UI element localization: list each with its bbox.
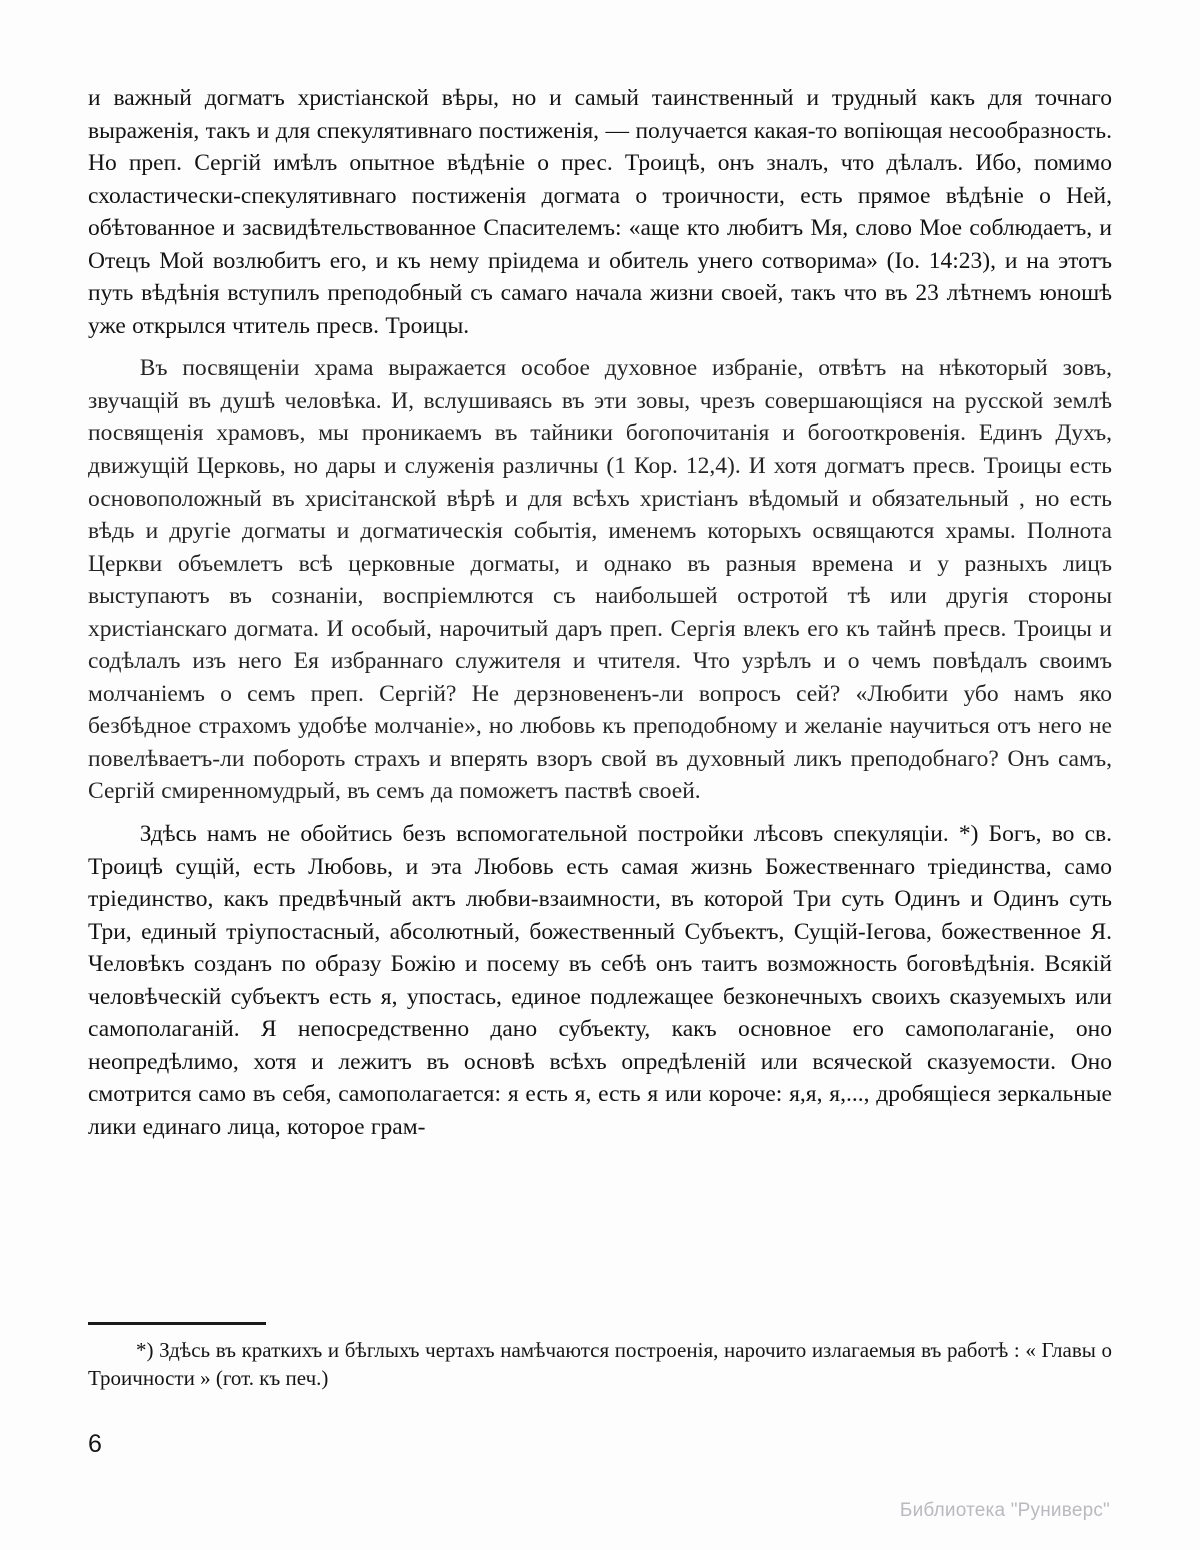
paragraph-2: Въ посвященіи храма выражается особое духовное избраніе, отвѣтъ на нѣкоторый зовъ, звучащій въ душѣ человѣка. И, вслушиваясь въ эти зовы, чрезъ совершающіяся на русской землѣ посвященія храмовъ, мы проникаемъ въ тайники богопочитанія и богооткровенія. Единъ Духъ, движущій Церковь, но дары и служенія различны (1 Кор. 12,4). И хотя догматъ пресв. Троицы есть основоположный въ хрисітанской вѣрѣ и для всѣхъ христіанъ вѣдомый и обязательный , но есть вѣдь и другіе догматы и догматическія событія, именемъ которыхъ освящаются храмы. Полнота Церкви объемлетъ всѣ церковные догматы, и однако въ разныя времена и у разныхъ лицъ выступаютъ въ сознаніи, воспріемлются съ наибольшей остротой тѣ или другія стороны христіанскаго догмата. И особый, нарочитый даръ преп. Сергія влекъ его къ тайнѣ пресв. Троицы и содѣлалъ изъ него Ея избраннаго служителя и чтителя. Что узрѣлъ и о чемъ повѣдалъ своимъ молчаніемъ о семъ преп. Сергій? Не дерзновененъ-ли вопросъ сей? «Любити убо намъ яко безбѣдное страхомъ удобѣе молчаніе», но любовь къ преподобному и желаніе научиться отъ него не повелѣваетъ-ли побороть страхъ и вперять взоръ свой въ духовный ликъ преподобнаго? Онъ самъ, Сергій смиренномудрый, въ семъ да поможетъ паствѣ своей.: [88, 355, 1112, 805]
footnote-separator: [88, 1322, 266, 1325]
paragraph-3: Здѣсь намъ не обойтись безъ вспомогательной постройки лѣсовъ спекуляціи. *) Богъ, во св. Троицѣ сущій, есть Любовь, и эта Любовь есть самая жизнь Божественнаго тріединства, само тріединство, какъ предвѣчный актъ любви-взаимности, въ которой Три суть Одинъ и Одинъ суть Три, единый тріупостасный, абсолютный, божественный Субъектъ, Сущій-Іегова, божественное Я. Человѣкъ созданъ по образу Божію и посему въ себѣ онъ таитъ возможность боговѣдѣнія. Всякій человѣческій субъектъ есть я, упостась, единое подлежащее безконечныхъ своихъ сказуемыхъ или самополаганій. Я непосредственно дано субъекту, какъ основное его самополаганіе, оно неопредѣлимо, хотя и лежитъ въ основѣ всѣхъ опредѣленій или всяческой сказуемости. Оно смотрится само въ себя, самополагается: я есть я, есть я или короче: я,я, я,..., дробящіеся зеркальные лики единаго лица, которое грам-: [88, 821, 1112, 1140]
footnote: [88, 1336, 1112, 1392]
library-watermark: Библиотека "Руниверс": [899, 1500, 1110, 1521]
footnote-text: Здѣсь въ краткихъ и бѣглыхъ чертахъ намѣчаются построенія, нарочито излагаемыя въ работѣ : « Главы о Троичности » (гот. къ печ.): [88, 1338, 1112, 1391]
paragraph-1: и важный догматъ христіанской вѣры, но и самый таинственный и трудный какъ для точнаго выраженія, такъ и для спекулятивнаго постиженія, — получается какая-то вопіющая несообразность. Но преп. Сергій имѣлъ опытное вѣдѣніе о прес. Троицѣ, онъ зналъ, что дѣлалъ. Ибо, помимо схоластически-спекулятивнаго постиженія догмата о троичности, есть прямое вѣдѣніе о Ней, обѣтованное и засвидѣтельствованное Спасителемъ: «аще кто любитъ Мя, слово Мое соблюдаетъ, и Отецъ Мой возлюбитъ его, и къ нему пріидема и обитель унего сотворима» (Іо. 14:23), и на этотъ путь вѣдѣнія вступилъ преподобный съ самаго начала жизни своей, такъ что въ 23 лѣтнемъ юношѣ уже открылся чтитель пресв. Троицы.: [88, 85, 1112, 339]
footnote-marker: *): [136, 1338, 154, 1362]
text-column: [88, 82, 1112, 1144]
page-number: 6: [88, 1430, 102, 1458]
